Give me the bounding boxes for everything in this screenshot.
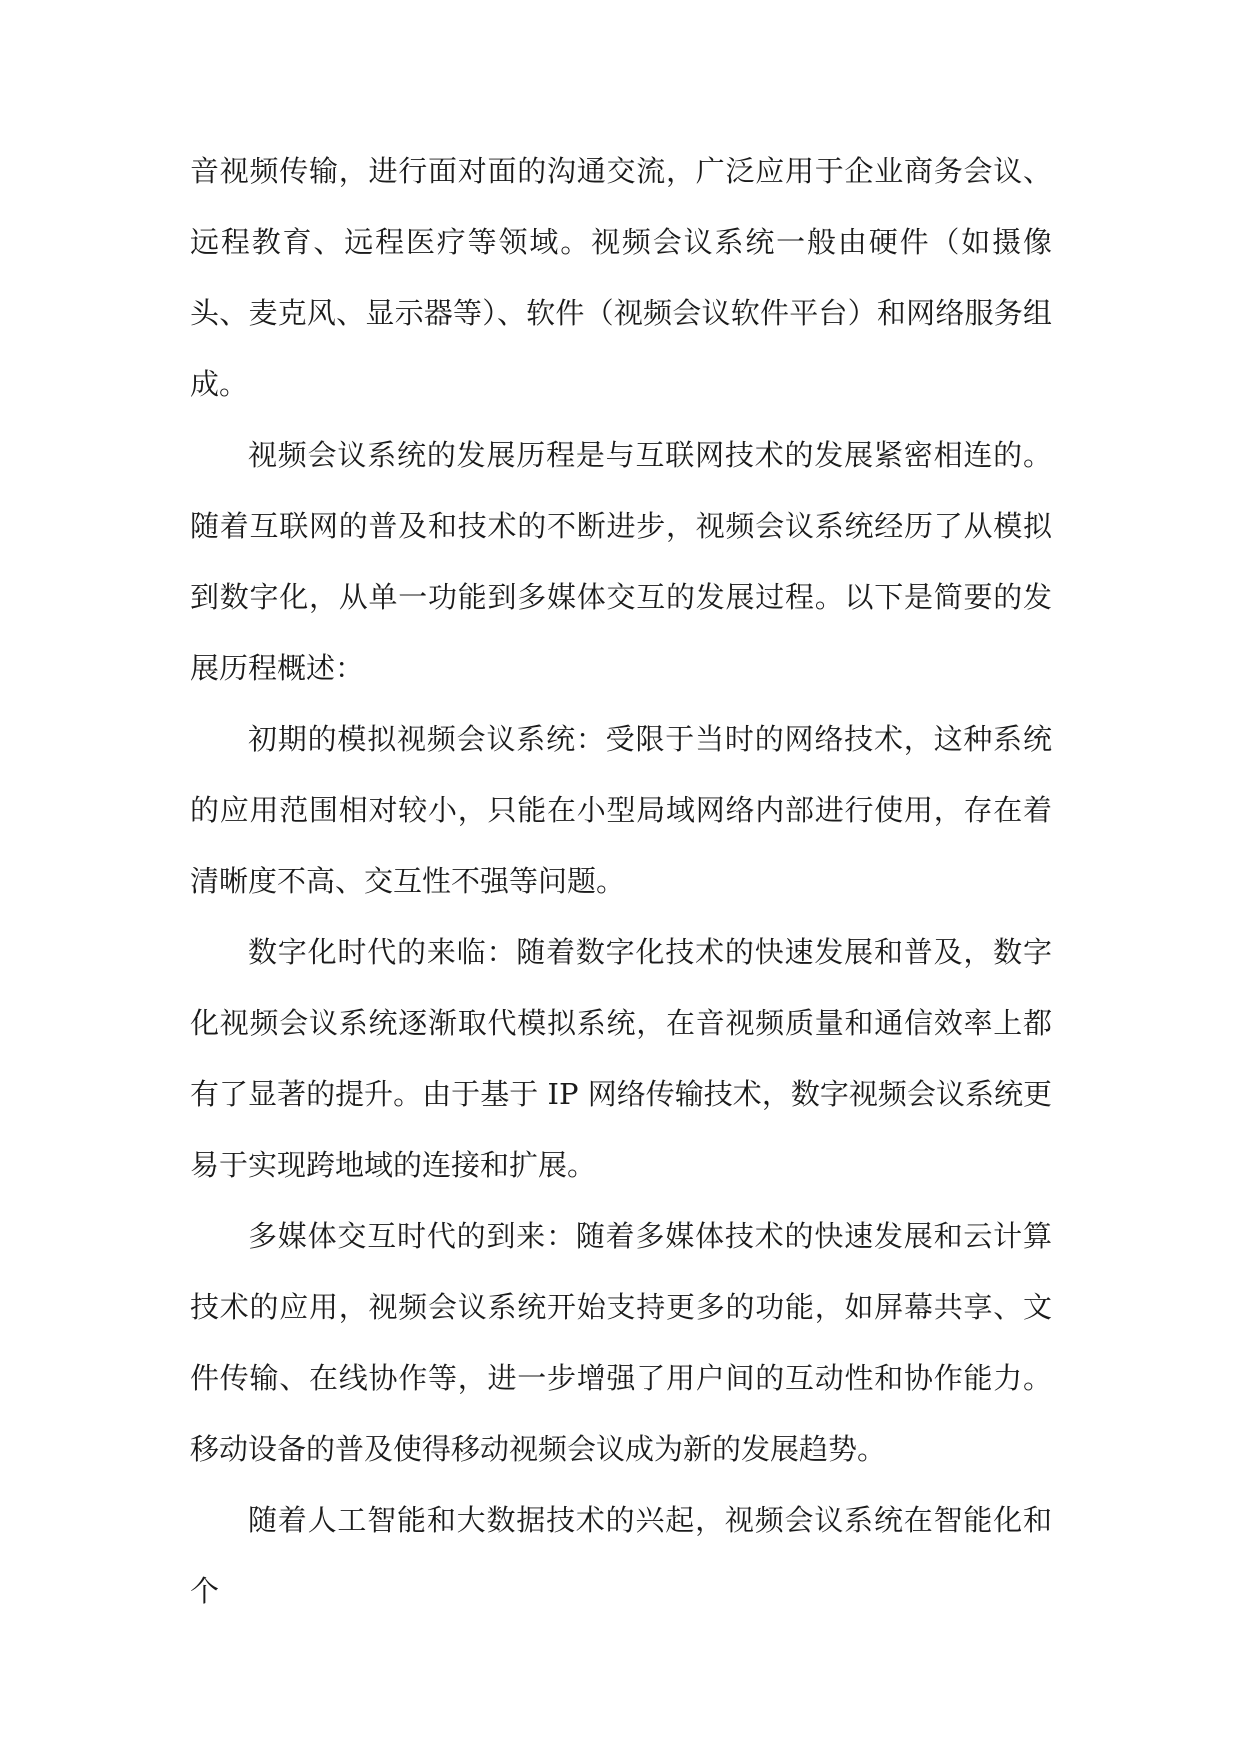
paragraph-4: 数字化时代的来临：随着数字化技术的快速发展和普及，数字化视频会议系统逐渐取代模拟系统，在音视频质量和通信效率上都有了显著的提升。由于基于 IP 网络传输技术，数字视频会议系统更易于实现跨地域的连接和扩展。 (190, 935, 1052, 1182)
paragraph-6: 随着人工智能和大数据技术的兴起，视频会议系统在智能化和个 (190, 1503, 1052, 1608)
paragraph-1: 音视频传输，进行面对面的沟通交流，广泛应用于企业商务会议、远程教育、远程医疗等领域。视频会议系统一般由硬件（如摄像头、麦克风、显示器等）、软件（视频会议软件平台）和网络服务组成。 (190, 154, 1052, 401)
body-text (190, 136, 1052, 1627)
paragraph-5: 多媒体交互时代的到来：随着多媒体技术的快速发展和云计算技术的应用，视频会议系统开始支持更多的功能，如屏幕共享、文件传输、在线协作等，进一步增强了用户间的互动性和协作能力。移动设备的普及使得移动视频会议成为新的发展趋势。 (190, 1219, 1052, 1466)
paragraph-3: 初期的模拟视频会议系统：受限于当时的网络技术，这种系统的应用范围相对较小，只能在小型局域网络内部进行使用，存在着清晰度不高、交互性不强等问题。 (190, 722, 1052, 898)
paragraph-2: 视频会议系统的发展历程是与互联网技术的发展紧密相连的。随着互联网的普及和技术的不断进步，视频会议系统经历了从模拟到数字化，从单一功能到多媒体交互的发展过程。以下是简要的发展历程概述： (190, 438, 1052, 685)
